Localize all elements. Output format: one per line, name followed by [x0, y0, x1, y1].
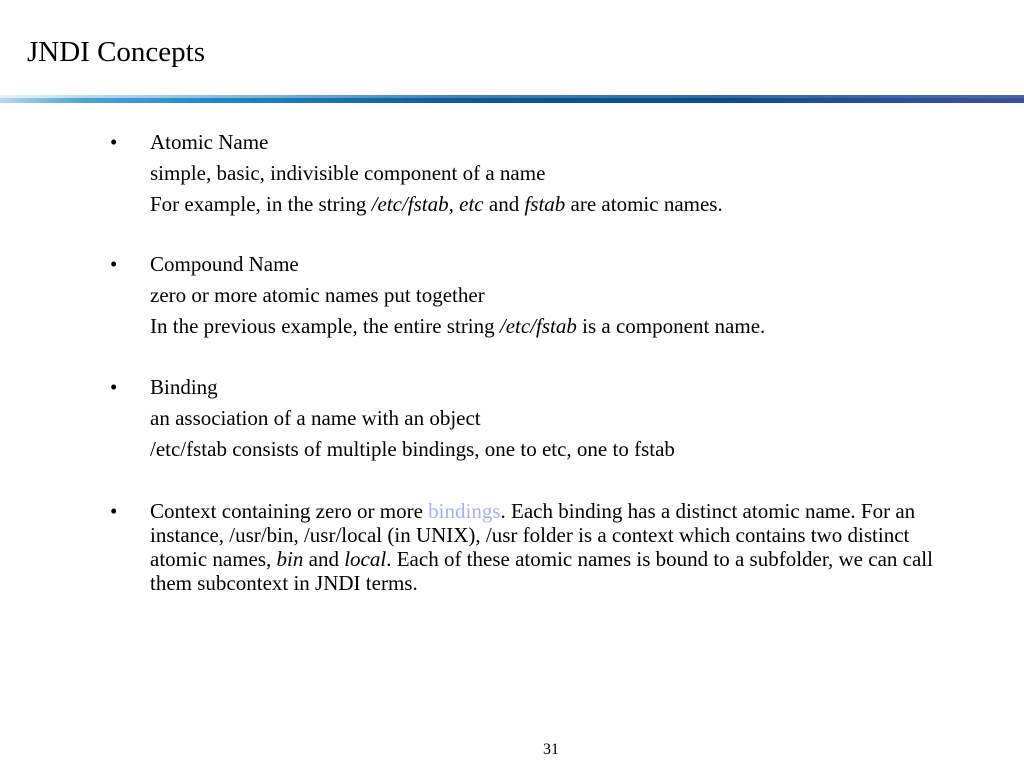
- atomic-definition: simple, basic, indivisible component of a name: [150, 161, 546, 185]
- binding-example: /etc/fstab consists of multiple bindings, one to etc, one to fstab: [150, 437, 675, 461]
- context-paragraph: [110, 499, 955, 595]
- compound-example-text: In the previous example, the entire string: [150, 314, 500, 338]
- compound-example: [110, 311, 970, 342]
- bullet-dot: •: [110, 499, 118, 523]
- binding-definition: an association of a name with an object: [150, 406, 481, 430]
- bullet-context: [110, 499, 970, 595]
- context-text-end: . Each of these atomic names is bound to a subfolder, we can call them subcontext in JNDI terms.: [150, 547, 933, 595]
- atomic-example-tail: are atomic names.: [565, 192, 723, 216]
- atomic-example: [110, 189, 970, 220]
- atomic-example-text: For example, in the string: [150, 192, 372, 216]
- bullet-dot: •: [110, 130, 118, 154]
- binding-heading: Binding: [150, 375, 218, 399]
- context-local: local: [344, 547, 387, 571]
- slide-title: JNDI Concepts: [27, 36, 206, 68]
- atomic-example-and: and: [483, 192, 525, 216]
- compound-example-tail: is a component name.: [576, 314, 766, 338]
- atomic-example-fstab: fstab: [524, 192, 566, 216]
- compound-example-path: /etc/fstab: [499, 314, 577, 338]
- page-number: 31: [543, 741, 559, 758]
- atomic-example-etc: etc: [459, 192, 484, 216]
- bullet-dot: •: [110, 375, 118, 399]
- bullet-compound-name: [110, 249, 970, 342]
- atomic-example-path: /etc/fstab: [371, 192, 449, 216]
- bullet-atomic-name: [110, 127, 970, 220]
- context-and: and: [303, 547, 345, 571]
- atomic-example-comma: ,: [448, 192, 460, 216]
- context-bin: bin: [276, 547, 304, 571]
- atomic-heading: Atomic Name: [150, 130, 269, 154]
- compound-heading: Compound Name: [150, 252, 299, 276]
- context-text-start: Context containing zero or more: [150, 499, 429, 523]
- bullet-dot: •: [110, 252, 118, 276]
- bindings-link[interactable]: bindings: [428, 499, 501, 523]
- compound-definition: zero or more atomic names put together: [150, 283, 485, 307]
- bullet-binding: [110, 372, 970, 465]
- context-text-middle: . Each binding has a distinct atomic name. For an instance, /usr/bin, /usr/local (in UNIX), /usr folder is a context which contains two distinct atomic names,: [150, 499, 916, 571]
